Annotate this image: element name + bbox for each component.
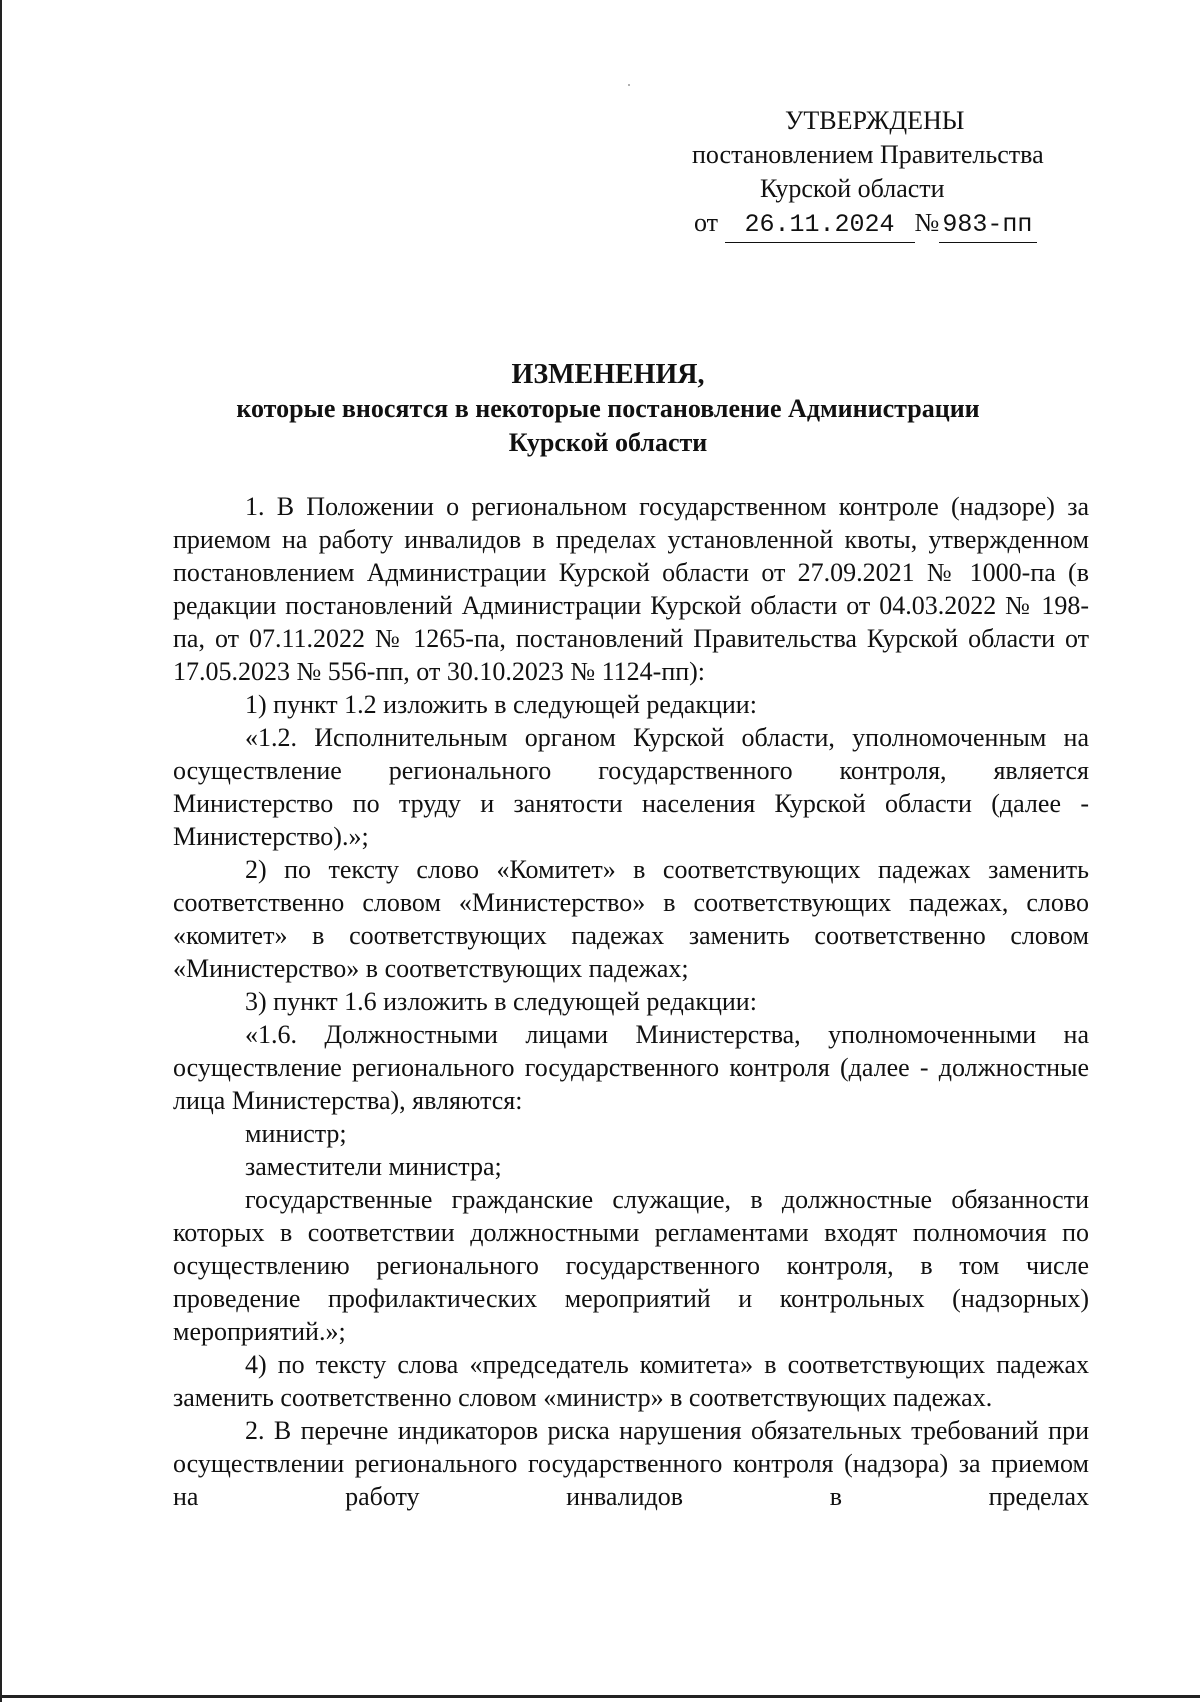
approval-number-label: № <box>914 208 940 237</box>
paragraph-quote-1-6: «1.6. Должностными лицами Министерства, уполномоченными на осуществление регионального государственного контроля (далее - должностные лица Министерства), являются: <box>173 1020 1089 1115</box>
title-line-1: ИЗМЕНЕНИЯ, <box>511 359 705 390</box>
approval-from-label: от <box>694 208 719 237</box>
document-body <box>173 490 1089 1513</box>
approval-date: 26.11.2024 <box>725 208 915 243</box>
paragraph-item-4: 4) по тексту слова «председатель комитета» в соответствующих падежах заменить соответственно словом «министр» в соответствующих падежах. <box>173 1350 1089 1412</box>
title-line-2: которые вносятся в некоторые постановление Администрации <box>236 394 980 423</box>
approval-stamp-block <box>680 104 1100 243</box>
paragraph-item-3: 3) пункт 1.6 изложить в следующей редакции: <box>245 987 757 1016</box>
approval-line-date-number <box>680 206 1100 243</box>
approval-number: 983-пп <box>939 208 1037 243</box>
scan-speck <box>628 84 630 86</box>
paragraph-civil-servants: государственные гражданские служащие, в должностные обязанности которых в соответствии должностными регламентами входят полномочия по осуществлению регионального государственного контроля, в том числе проведение профилактических мероприятий и контрольных (надзорных) мероприятий.»; <box>173 1185 1089 1346</box>
approval-line-decree: постановлением Правительства <box>692 140 1044 169</box>
approval-line-region: Курской области <box>760 174 945 203</box>
paragraph-2: 2. В перечне индикаторов риска нарушения обязательных требований при осуществлении регионального государственного контроля (надзора) за приемом на работу инвалидов в пределах <box>173 1416 1089 1511</box>
approval-heading: УТВЕРЖДЕНЫ <box>785 106 965 135</box>
paragraph-quote-1-2: «1.2. Исполнительным органом Курской области, уполномоченным на осуществление регионального государственного контроля, является Министерство по труду и занятости населения Курской области (далее - Министерство).»; <box>173 723 1089 851</box>
paragraph-minister: министр; <box>245 1119 347 1148</box>
scan-edge-left <box>0 0 2 1702</box>
paragraph-item-1: 1) пункт 1.2 изложить в следующей редакции: <box>245 690 757 719</box>
paragraph-item-2: 2) по тексту слово «Комитет» в соответствующих падежах заменить соответственно словом «Министерство» в соответствующих падежах, слово «комитет» в соответствующих падежах заменить соответственно словом «Министерство» в соответствующих падежах; <box>173 855 1089 983</box>
paragraph-deputies: заместители министра; <box>245 1152 502 1181</box>
title-line-3: Курской области <box>508 428 708 457</box>
scan-edge-bottom <box>0 1695 1200 1698</box>
document-title <box>170 358 1046 460</box>
paragraph-1: 1. В Положении о региональном государственном контроле (надзоре) за приемом на работу инвалидов в пределах установленной квоты, утвержденном постановлением Администрации Курской области от 27.09.2021 № 1000-па (в редакции постановлений Администрации Курской области от 04.03.2022 № 198-па, от 07.11.2022 № 1265-па, постановлений Правительства Курской области от 17.05.2023 № 556-пп, от 30.10.2023 № 1124-пп): <box>173 492 1089 686</box>
